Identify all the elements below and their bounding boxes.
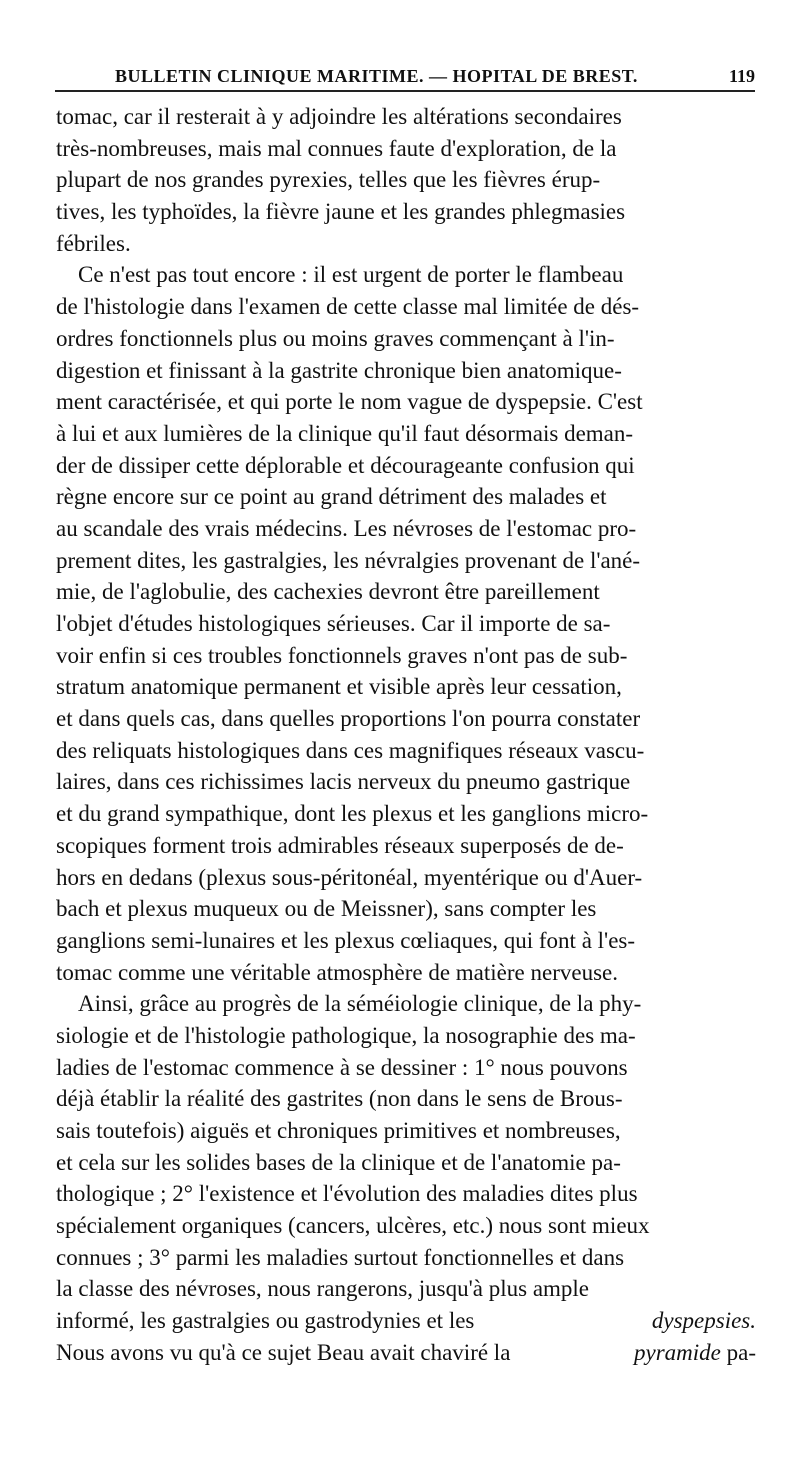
text-line — [56, 418, 756, 450]
line-text: connues ; 3° parmi les maladies surtout fonctionnelles et dans — [56, 1244, 625, 1270]
text-line — [56, 1178, 756, 1210]
text-line — [56, 101, 756, 133]
line-text: plupart de nos grandes pyrexies, telles que les fièvres érup- — [56, 167, 601, 193]
text-line — [56, 1052, 756, 1084]
text-line — [56, 671, 756, 703]
line-text: Nous avons vu qu'à ce sujet Beau avait chaviré la — [56, 1339, 511, 1365]
line-text: hors en dedans (plexus sous-péritonéal, myentérique ou d'Auer- — [56, 864, 643, 890]
line-text: tomac, car il resterait à y adjoindre les altérations secondaires — [56, 104, 622, 129]
line-text: laires, dans ces richissimes lacis nerveux du pneumo gastrique — [56, 769, 631, 795]
line-text: ordres fonctionnels plus ou moins graves commençant à l'in- — [56, 325, 615, 351]
running-title: BULLETIN CLINIQUE MARITIME. — HOPITAL DE BREST. — [115, 66, 638, 86]
line-text: déjà établir la réalité des gastrites (non dans le sens de Brous- — [56, 1086, 623, 1112]
line-text: thologique ; 2° l'existence et l'évolution des maladies dites plus — [56, 1181, 638, 1207]
text-line — [56, 766, 756, 798]
line-text: et dans quels cas, dans quelles proportions l'on pourra constater — [56, 706, 641, 732]
line-text: stratum anatomique permanent et visible après leur cessation, — [56, 674, 622, 700]
italic-word: pyramide — [634, 1339, 721, 1365]
line-text: au scandale des vrais médecins. Les névroses de l'estomac pro- — [56, 515, 637, 541]
text-line — [56, 1083, 756, 1115]
line-text: informé, les gastralgies ou gastrodynies et les — [56, 1308, 475, 1334]
text-line — [56, 735, 756, 767]
line-text: prement dites, les gastralgies, les névralgies provenant de l'ané- — [56, 547, 641, 573]
text-line — [56, 1210, 756, 1242]
text-line — [56, 957, 756, 989]
line-tail — [634, 1337, 756, 1369]
line-text: de l'histologie dans l'examen de cette classe mal limitée de dés- — [56, 294, 640, 320]
text-line — [56, 228, 756, 260]
line-text: der de dissiper cette déplorable et décourageante confusion qui — [56, 452, 635, 478]
text-line — [56, 291, 756, 323]
line-text: tomac comme une véritable atmosphère de matière nerveuse. — [56, 959, 618, 985]
text-line — [56, 1242, 756, 1274]
text-line — [56, 862, 756, 894]
line-text: l'objet d'études histologiques sérieuses. Car il importe de sa- — [56, 611, 611, 636]
line-text: spécialement organiques (cancers, ulcères, etc.) nous sont mieux — [56, 1213, 650, 1239]
text-line — [56, 481, 756, 513]
line-text: des reliquats histologiques dans ces magnifiques réseaux vascu- — [56, 737, 645, 763]
line-text: règne encore sur ce point au grand détriment des malades et — [56, 484, 607, 510]
line-text: ladies de l'estomac commence à se dessiner : 1° nous pouvons — [56, 1054, 628, 1080]
text-line — [56, 164, 756, 196]
line-text: sais toutefois) aiguës et chroniques primitives et nombreuses, — [56, 1118, 621, 1143]
text-line — [56, 545, 756, 577]
text-line — [56, 1115, 756, 1147]
text-line — [56, 513, 756, 545]
line-text: et cela sur les solides bases de la clinique et de l'anatomie pa- — [56, 1149, 621, 1175]
text-line — [56, 925, 756, 957]
text-line — [56, 323, 756, 355]
line-text: à lui et aux lumières de la clinique qu'il faut désormais deman- — [56, 420, 634, 446]
line-text: fébriles. — [56, 230, 131, 256]
text-line — [56, 1147, 756, 1179]
line-text: Ce n'est pas tout encore : il est urgent de porter le flambeau — [78, 262, 624, 288]
text-line — [56, 576, 756, 608]
text-line — [56, 608, 756, 640]
line-text: tives, les typhoïdes, la fièvre jaune et les grandes phlegmasies — [56, 199, 626, 225]
text-line — [56, 1273, 756, 1305]
line-text: pa- — [726, 1339, 756, 1365]
line-text: voir enfin si ces troubles fonctionnels graves n'ont pas de sub- — [56, 642, 628, 668]
line-text: Ainsi, grâce au progrès de la séméiologie clinique, de la phy- — [78, 991, 642, 1017]
text-line — [56, 196, 756, 228]
text-line — [56, 830, 756, 862]
page-number: 119 — [728, 66, 755, 86]
line-text: ment caractérisée, et qui porte le nom vague de dyspepsie. C'est — [56, 389, 643, 415]
text-line — [56, 1305, 756, 1337]
text-line — [56, 1020, 756, 1052]
text-line — [56, 893, 756, 925]
line-text: très-nombreuses, mais mal connues faute d'exploration, de la — [56, 135, 617, 161]
text-line — [56, 988, 756, 1020]
line-text: scopiques forment trois admirables réseaux superposés de de- — [56, 832, 624, 858]
text-line — [56, 798, 756, 830]
line-text: bach et plexus muqueux ou de Meissner), sans compter les — [56, 896, 597, 922]
line-text: ganglions semi-lunaires et les plexus cœliaques, qui font à l'es- — [56, 927, 636, 953]
text-line — [56, 1337, 756, 1369]
line-text: mie, de l'aglobulie, des cachexies devront être pareillement — [56, 579, 600, 605]
text-line — [56, 259, 756, 291]
line-text: digestion et finissant à la gastrite chronique bien anatomique- — [56, 357, 622, 383]
body-text — [56, 101, 756, 1369]
text-line — [56, 133, 756, 165]
italic-word: dyspepsies. — [651, 1308, 756, 1334]
text-line — [56, 640, 756, 672]
text-line — [56, 386, 756, 418]
running-header — [55, 60, 755, 92]
text-line — [56, 450, 756, 482]
line-text: siologie et de l'histologie pathologique, la nosographie des ma- — [56, 1022, 636, 1048]
text-line — [56, 703, 756, 735]
text-line — [56, 355, 756, 387]
line-text: et du grand sympathique, dont les plexus et les ganglions micro- — [56, 801, 649, 827]
line-text: la classe des névroses, nous rangerons, jusqu'à plus ample — [56, 1276, 590, 1302]
